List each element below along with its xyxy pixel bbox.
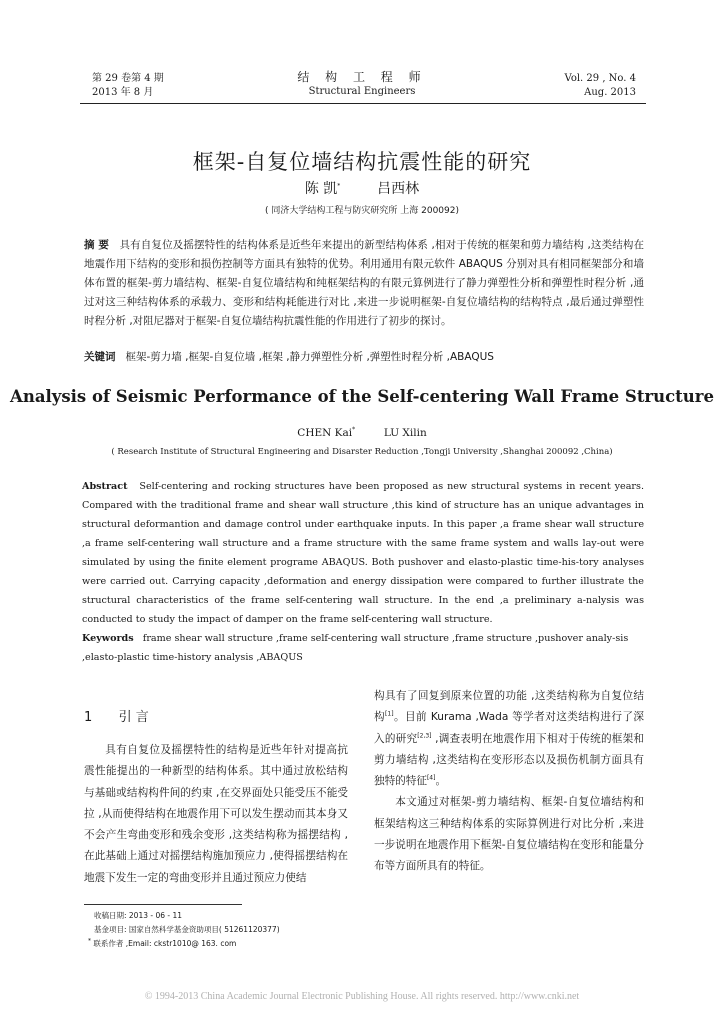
footnote-contact-text: 联系作者 ,Email: ckstr1010@ 163. com bbox=[93, 939, 237, 948]
author-1-en-mark: * bbox=[352, 426, 356, 434]
citation-1[interactable]: [1] bbox=[385, 710, 394, 718]
section-number: 1 bbox=[84, 710, 93, 725]
intro-right-column bbox=[374, 686, 644, 878]
abstract-en-text: Self-centering and rocking structures have been proposed as new structural systems in recent years. Compared with the traditional frame and shear wall structure ,this kind of structure has an unique advantages in structural deformantion and damage control under earthquake inputs. In this paper ,a frame shear wall structure ,a frame self-centering wall structure and a frame structure with the same frame system and walls lay-out were simulated by using the finite element programe ABAQUS. Both pushover and elasto-plastic time-his-tory analyses were carried out. Carrying capacity ,deformation and energy dissipation were compared to further illustrate the structural characteristics of the frame self-centering wall structure. In the end ,a preliminary a-nalysis was conducted to study the impact of damper on the frame self-centering wall structure. bbox=[82, 481, 644, 625]
footnote-rule bbox=[84, 904, 242, 905]
citation-2-3[interactable]: [2,3] bbox=[417, 732, 432, 740]
citation-4[interactable]: [4] bbox=[426, 774, 436, 782]
intro-paragraph-2: 本文通过对框架-剪力墙结构、框架-自复位墙结构和框架结构这三种结构体系的实际算例进行对比分析 ,来进一步说明在地震作用下框架-自复位墙结构在变形和能量分布等方面所具有的特征。 bbox=[374, 796, 644, 873]
affiliation-en: ( Research Institute of Structural Engineering and Disarster Reduction ,Tongji University ,Shanghai 200092 ,China) bbox=[111, 447, 613, 457]
author-1-en: CHEN Kai bbox=[297, 427, 353, 439]
author-2-en: LU Xilin bbox=[383, 427, 427, 439]
section-title: 引 言 bbox=[118, 710, 149, 725]
copyright-notice: © 1994-2013 China Academic Journal Electronic Publishing House. All rights reserved. http://www.cnki.net bbox=[144, 991, 580, 1002]
journal-name-en: Structural Engineers bbox=[308, 86, 416, 97]
abstract-cn-text: 具有自复位及摇摆特性的结构体系是近些年来提出的新型结构体系 ,相对于传统的框架和剪力墙结构 ,这类结构在地震作用下结构的变形和损伤控制等方面具有独特的优势。利用通用有限元软件 ABAQUS 分别对具有相同框架部分和墙体布置的框架-剪力墙结构、框架-自复位墙结构和纯框架结构的有限元算例进行了静力弹塑性分析和弹塑性时程分析 ,通过对这三种结构体系的承载力、变形和结构耗能进行对比 ,来进一步说明框架-自复位墙结构的结构特点 ,最后通过弹塑性时程分析 ,对阻尼器对于框架-自复位墙结构抗震性能的作用进行了初步的探讨。 bbox=[84, 239, 644, 327]
header-rule bbox=[80, 103, 646, 104]
section-heading bbox=[84, 706, 149, 725]
keywords-cn-label: 关键词 bbox=[84, 351, 116, 363]
footnote-fund: 基金项目: 国家自然科学基金资助项目( 51261120377) bbox=[94, 925, 280, 934]
affiliation-cn: ( 同济大学结构工程与防灾研究所 上海 200092) bbox=[265, 206, 459, 216]
issue-date: 2013 年 8 月 bbox=[92, 87, 154, 98]
abstract-en bbox=[82, 477, 644, 629]
abstract-cn bbox=[84, 236, 644, 331]
issue-volume: 第 29 卷第 4 期 bbox=[92, 73, 164, 84]
intro-p1-part-b: 。目前 Kurama ,Wada 等学者对这类结构进行了深入的研究 bbox=[374, 711, 645, 745]
intro-paragraph-1 bbox=[374, 686, 644, 792]
intro-p1-part-a: 构具有了回复到原来位置的功能 ,这类结构称为自复位结构 bbox=[374, 690, 644, 724]
author-1-mark: * bbox=[337, 182, 341, 190]
journal-issue bbox=[92, 72, 164, 100]
issue-date-en: Aug. 2013 bbox=[584, 87, 636, 98]
paper-title-cn: 框架-自复位墙结构抗震性能的研究 bbox=[192, 150, 532, 174]
authors-en bbox=[0, 427, 724, 439]
author-1-cn: 陈 凯 bbox=[304, 181, 338, 197]
journal-name bbox=[262, 70, 462, 99]
footnote-received: 收稿日期: 2013 - 06 - 11 bbox=[94, 911, 183, 920]
journal-issue-en bbox=[540, 72, 636, 100]
authors-cn bbox=[0, 178, 724, 198]
author-2-cn: 吕西林 bbox=[377, 181, 420, 197]
keywords-en-label: Keywords bbox=[82, 633, 134, 644]
journal-name-cn: 结 构 工 程 师 bbox=[297, 70, 427, 84]
footnote-contact bbox=[88, 938, 388, 950]
abstract-cn-label: 摘 要 bbox=[84, 239, 110, 251]
abstract-en-label: Abstract bbox=[82, 481, 128, 492]
intro-p1-part-d: 。 bbox=[435, 775, 447, 788]
keywords-en bbox=[82, 629, 644, 667]
intro-left-column: 具有自复位及摇摆特性的结构是近些年针对提高抗震性能提出的一种新型的结构体系。其中通过放松结构与基础或结构构件间的约束 ,在交界面处只能受压不能受拉 ,从而使得结构在地震作用下可以发生摆动而其本身又不会产生弯曲变形和残余变形 ,这类结构称为摇摆结构 ,在此基础上通过对摇摆结构施加预应力 ,使得摇摆结构在地震下发生一定的弯曲变形并且通过预应力使结 bbox=[84, 744, 348, 884]
keywords-cn-text: 框架-剪力墙 ,框架-自复位墙 ,框架 ,静力弹塑性分析 ,弹塑性时程分析 ,ABAQUS bbox=[125, 351, 494, 363]
footnote-contact-mark: * bbox=[88, 937, 91, 945]
paper-title-en: Analysis of Seismic Performance of the Self-centering Wall Frame Structure bbox=[10, 387, 714, 406]
keywords-cn bbox=[84, 349, 644, 365]
keywords-en-text: frame shear wall structure ,frame self-centering wall structure ,frame structure ,pushover analy-sis ,elasto-plastic time-history analysis ,ABAQUS bbox=[82, 633, 629, 663]
intro-p1-part-c: ,调查表明在地震作用下相对于传统的框架和剪力墙结构 ,这类结构在变形形态以及损伤机制方面具有独特的特征 bbox=[374, 732, 645, 788]
issue-volume-en: Vol. 29 , No. 4 bbox=[564, 73, 636, 84]
